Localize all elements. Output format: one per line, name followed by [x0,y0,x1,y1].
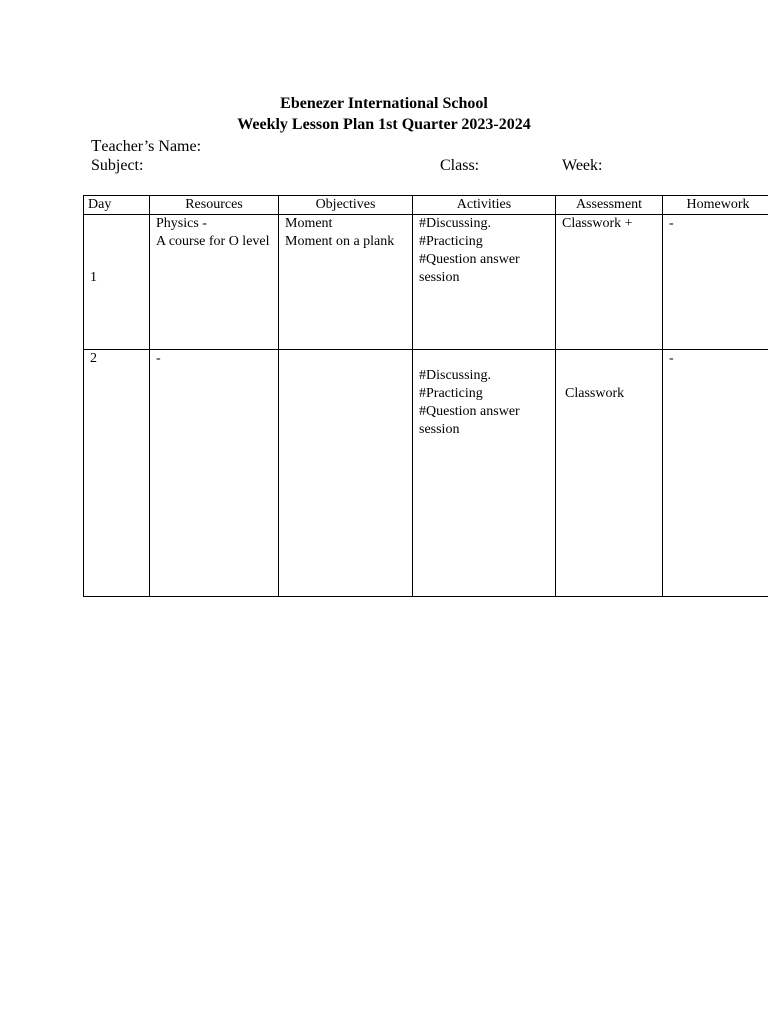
objectives-cell [279,350,413,597]
assessment-text: Classwork [565,386,625,401]
day-cell [84,350,150,597]
day-cell [84,215,150,350]
objective-line: Moment on a plank [285,234,395,249]
homework-cell [663,350,768,597]
day-number: 1 [90,270,97,285]
day-number: 2 [90,351,97,366]
homework-text: - [669,351,674,366]
subject-label: Subject: [91,157,144,174]
resource-line: Physics - [156,216,207,231]
activity-line: #Discussing. [419,368,491,383]
plan-title: Weekly Lesson Plan 1st Quarter 2023-2024 [237,116,531,133]
table-row [84,350,768,597]
activities-cell [413,215,556,350]
resources-cell [150,215,279,350]
teacher-label-rest: eacher’s Name: [101,138,202,155]
teacher-label-initial: T [91,136,102,155]
activity-group [419,367,549,439]
column-header-activities: Activities [413,196,556,215]
column-header-day: Day [84,196,150,215]
lesson-plan-table [83,195,768,597]
resources-cell [150,350,279,597]
column-header-objectives: Objectives [279,196,413,215]
column-header-resources: Resources [150,196,279,215]
column-header-homework: Homework [663,196,768,215]
school-name: Ebenezer International School [280,95,488,112]
assessment-cell [556,215,663,350]
resource-line: - [156,351,161,366]
teacher-name-label [91,136,201,157]
objective-line: Moment [285,216,333,231]
homework-cell [663,215,768,350]
objectives-cell [279,215,413,350]
assessment-cell [556,350,663,597]
class-label: Class: [440,157,480,174]
resource-line: A course for O level [156,234,270,249]
activity-line: #Practicing [419,234,483,249]
assessment-text: Classwork + [562,216,633,231]
table-row [84,215,768,350]
homework-text: - [669,216,674,231]
table-header-row [84,196,768,215]
week-label: Week: [562,157,603,174]
activity-line: #Question answer session [419,404,520,437]
activities-cell [413,350,556,597]
activity-line: #Discussing. [419,216,491,231]
activity-line: #Question answer session [419,252,520,285]
column-header-assessment: Assessment [556,196,663,215]
activity-line: #Practicing [419,386,483,401]
